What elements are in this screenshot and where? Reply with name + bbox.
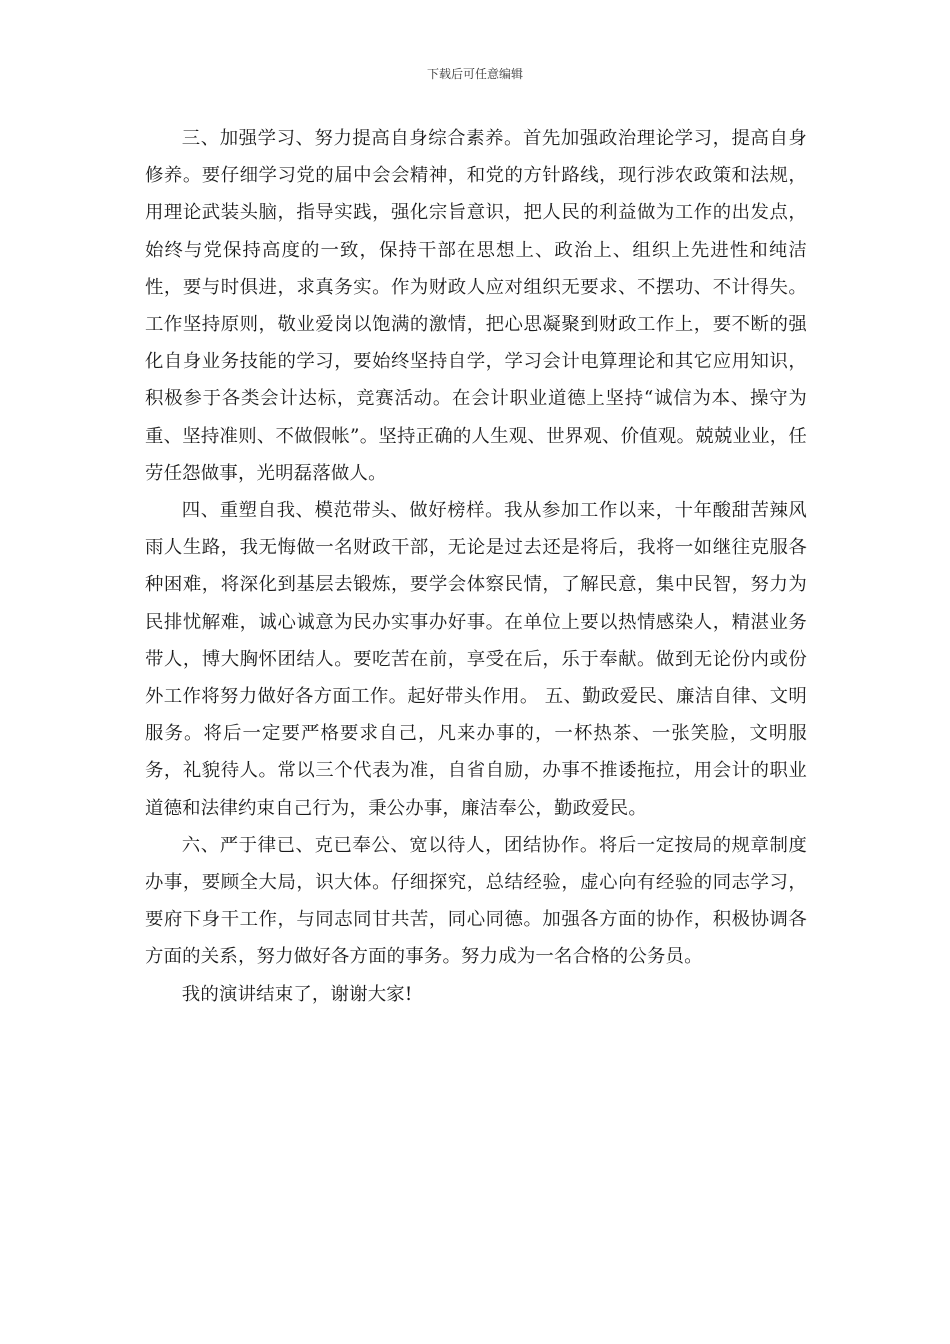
paragraph-section-six: 六、严于律已、克已奉公、宽以待人，团结协作。将后一定按局的规章制度办事，要顾全大局，识大体。仔细探究，总结经验，虚心向有经验的同志学习，要府下身干工作，与同志同甘共苦，同心同德。加强各方面的协作，积极协调各方面的关系，努力做好各方面的事务。努力成为一名合格的公务员。 bbox=[145, 834, 807, 968]
paragraph-closing: 我的演讲结束了，谢谢大家! bbox=[181, 983, 413, 1005]
document-body bbox=[145, 120, 807, 1013]
paragraph-section-four-five: 四、重塑自我、模范带头、做好榜样。我从参加工作以来，十年酸甜苦辣风雨人生路，我无悔做一名财政干部，无论是过去还是将后，我将一如继往克服各种困难，将深化到基层去锻炼，要学会体察民情，了解民意，集中民智，努力为民排忧解难，诚心诚意为民办实事办好事。在单位上要以热情感染人，精湛业务带人，博大胸怀团结人。要吃苦在前，享受在后，乐于奉献。做到无论份内或份外工作将努力做好各方面工作。起好带头作用。 五、勤政爱民、廉洁自律、文明服务。将后一定要严格要求自己，凡来办事的，一杯热茶、一张笑脸，文明服务，礼貌待人。常以三个代表为准，自省自励，办事不推诿拖拉，用会计的职业道德和法律约束自己行为，秉公办事，廉洁奉公，勤政爱民。 bbox=[145, 500, 807, 819]
paragraph-section-three: 三、加强学习、努力提高自身综合素养。首先加强政治理论学习，提高自身修养。要仔细学习党的届中会会精神，和党的方针路线，现行涉农政策和法规，用理论武装头脑，指导实践，强化宗旨意识，把人民的利益做为工作的出发点，始终与党保持高度的一致，保持干部在思想上、政治上、组织上先进性和纯洁性，要与时俱进，求真务实。作为财政人应对组织无要求、不摆功、不计得失。工作坚持原则，敬业爱岗以饱满的激情，把心思凝聚到财政工作上，要不断的强化自身业务技能的学习，要始终坚持自学，学习会计电算理论和其它应用知识，积极参于各类会计达标，竞赛活动。在会计职业道德上坚持“诚信为本、操守为重、坚持准则、不做假帐”。坚持正确的人生观、世界观、价值观。兢兢业业，任劳任怨做事，光明磊落做人。 bbox=[145, 128, 807, 484]
page-header: 下载后可任意编辑 bbox=[426, 67, 523, 81]
